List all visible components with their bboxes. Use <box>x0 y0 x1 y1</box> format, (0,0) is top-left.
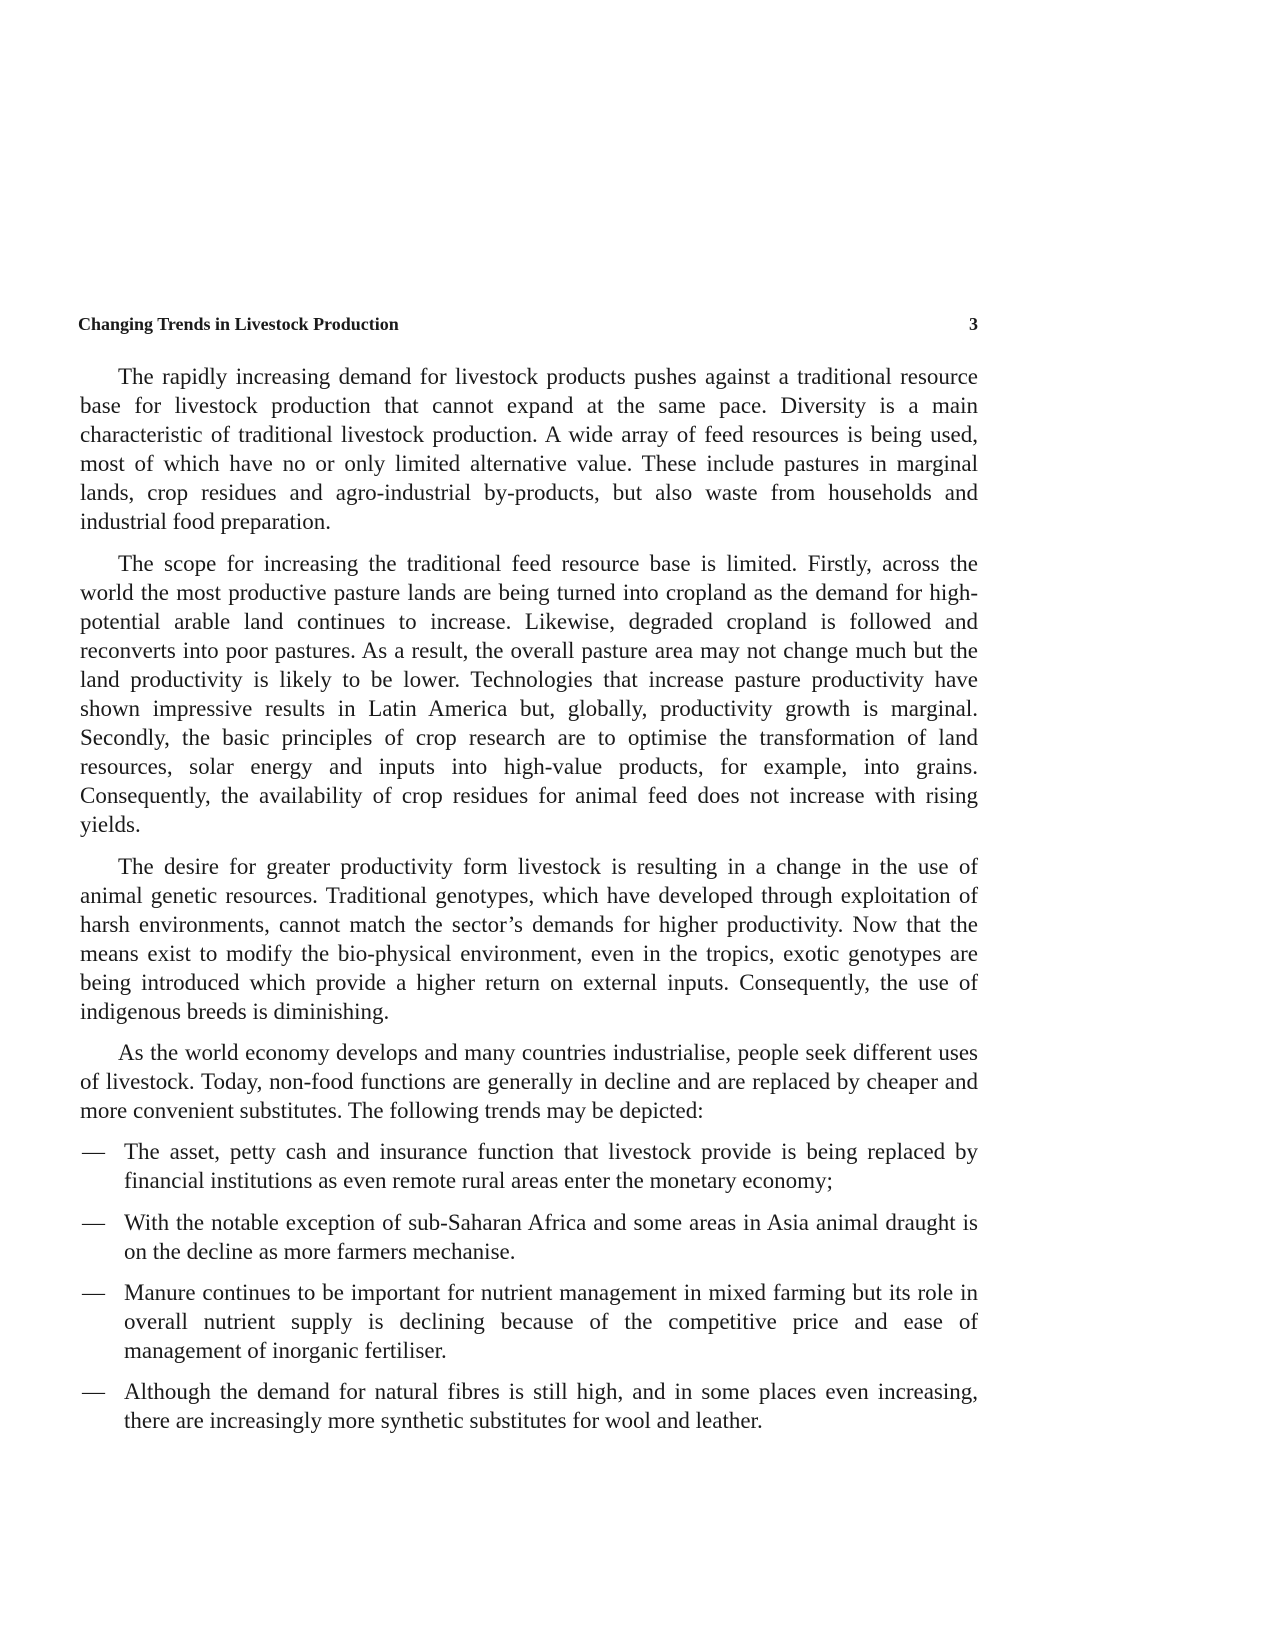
list-item <box>80 1208 978 1266</box>
paragraph: The desire for greater productivity form livestock is resulting in a change in the use of animal genetic resources. Traditional genotypes, which have developed through exploitation of harsh environments, cannot match the sector’s demands for higher productivity. Now that the means exist to modify the bio-physical environment, even in the tropics, exotic genotypes are being introduced which provide a higher return on external inputs. Consequently, the use of indigenous breeds is diminishing. <box>80 853 978 1024</box>
trend-list <box>80 1137 978 1435</box>
list-item <box>80 1377 978 1435</box>
list-item <box>80 1137 978 1195</box>
list-item <box>80 1278 978 1365</box>
paragraph: The rapidly increasing demand for livestock products pushes against a traditional resource base for livestock production that cannot expand at the same pace. Diversity is a main characteristic of traditional livestock production. A wide array of feed resources is being used, most of which have no or only limited alternative value. These include pastures in marginal lands, crop residues and agro-industrial by-products, but also waste from households and industrial food preparation. <box>80 364 978 535</box>
page-number: 3 <box>969 314 978 334</box>
list-item-text: Although the demand for natural fibres is still high, and in some places even increasing, there are increasingly more synthetic substitutes for wool and leather. <box>124 1379 978 1434</box>
running-title: Changing Trends in Livestock Production <box>78 314 399 334</box>
list-item-text: The asset, petty cash and insurance function that livestock provide is being replaced by financial institutions as even remote rural areas enter the monetary economy; <box>124 1139 978 1194</box>
list-item-text: Manure continues to be important for nutrient management in mixed farming but its role in overall nutrient supply is declining because of the competitive price and ease of management of inorganic fertiliser. <box>124 1279 978 1363</box>
paragraph: As the world economy develops and many countries industrialise, people seek different uses of livestock. Today, non-food functions are generally in decline and are replaced by cheaper and more convenient substitutes. The following trends may be depicted: <box>80 1040 978 1124</box>
dash-marker: — <box>82 1139 105 1165</box>
body-text <box>80 362 978 1447</box>
dash-marker: — <box>82 1379 105 1404</box>
list-item-text: With the notable exception of sub-Saharan Africa and some areas in Asia animal draught is on the decline as more farmers mechanise. <box>124 1209 978 1264</box>
paragraph: The scope for increasing the traditional feed resource base is limited. Firstly, across the world the most productive pasture lands are being turned into cropland as the demand for high-potential arable land continues to increase. Likewise, degraded cropland is followed and reconverts into poor pastures. As a result, the overall pasture area may not change much but the land productivity is likely to be lower. Technologies that increase pasture productivity have shown impressive results in Latin America but, globally, productivity growth is marginal. Secondly, the basic principles of crop research are to optimise the transformation of land resources, solar energy and inputs into high-value products, for example, into grains. Consequently, the availability of crop residues for animal feed does not increase with rising yields. <box>80 550 978 838</box>
dash-marker: — <box>82 1279 105 1305</box>
running-head <box>78 314 978 338</box>
dash-marker: — <box>82 1209 105 1235</box>
